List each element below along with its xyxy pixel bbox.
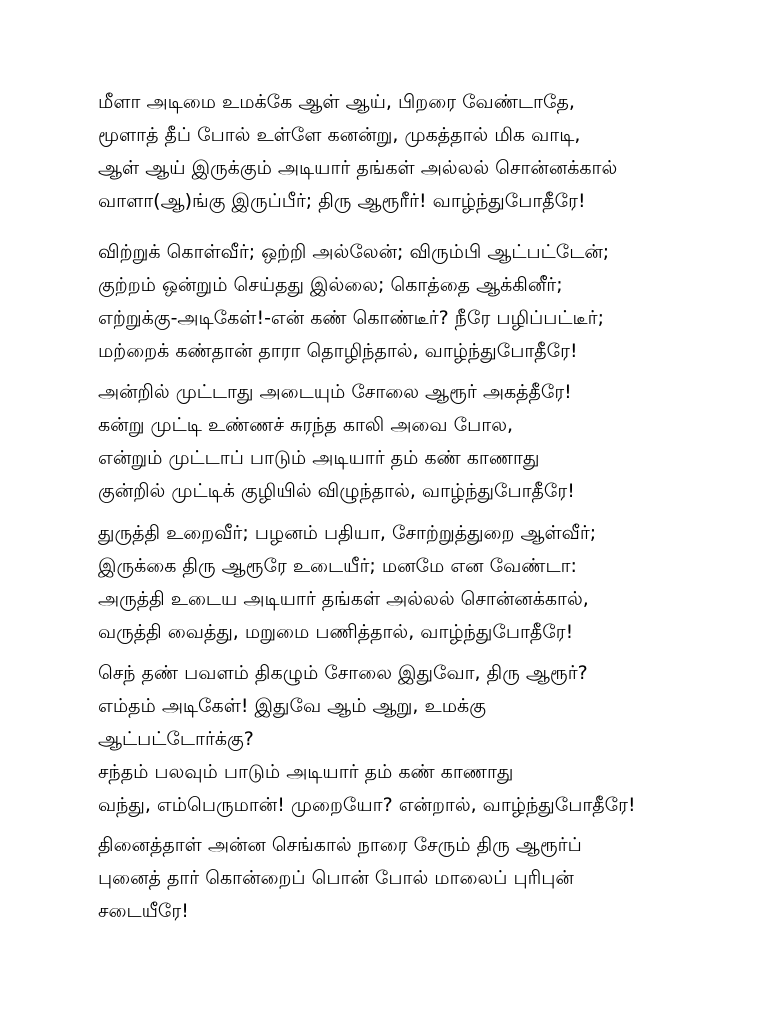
verse-line: சந்தம் பலவும் பாடும் அடியார் தம் கண் காணாது (98, 761, 514, 783)
verse-line: சடையீரே! (98, 900, 189, 922)
verse-line: குன்றில் முட்டிக் குழியில் விழுந்தால், வாழ்ந்துபோதீரே! (98, 480, 575, 502)
stanza-3 (98, 376, 738, 508)
verse-line: விற்றுக் கொள்வீர்; ஒற்றி அல்லேன்; விரும்பி ஆட்பட்டேன்; (98, 241, 610, 263)
verse-line: புனைத் தார் கொன்றைப் பொன் போல் மாலைப் புரிபுன் (98, 867, 574, 889)
verse-line: கன்று முட்டி உண்ணச் சுரந்த காலி அவை போல, (98, 414, 514, 436)
verse-line: ஆள் ஆய் இருக்கும் அடியார் தங்கள் அல்லல் சொன்னக்கால் (98, 157, 618, 179)
verse-line: வருத்தி வைத்து, மறுமை பணித்தால், வாழ்ந்துபோதீரே! (98, 621, 574, 643)
verse-line: அருத்தி உடைய அடியார் தங்கள் அல்லல் சொன்னக்கால், (98, 588, 589, 610)
verse-line: என்றும் முட்டாப் பாடும் அடியார் தம் கண் காணாது (98, 447, 540, 469)
verse-line: வாளா(ஆ)ங்கு இருப்பீர்; திரு ஆரூரீர்! வாழ்ந்துபோதீரே! (98, 190, 586, 212)
verse-line: எற்றுக்கு-அடிகேள்!-என் கண் கொண்டீர்? நீரே பழிப்பட்டீர்; (98, 307, 605, 329)
verse-line: ஆட்பட்டோர்க்கு? (98, 728, 254, 750)
stanza-5 (98, 657, 738, 822)
verse-line: மீளா அடிமை உமக்கே ஆள் ஆய், பிறரை வேண்டாதே, (98, 91, 575, 113)
stanza-2 (98, 236, 738, 368)
verse-line: மூளாத் தீப் போல் உள்ளே கனன்று, முகத்தால் மிக வாடி, (98, 124, 581, 146)
stanza-6 (98, 829, 738, 928)
stanza-1 (98, 86, 738, 218)
verse-line: குற்றம் ஒன்றும் செய்தது இல்லை; கொத்தை ஆக்கினீர்; (98, 274, 563, 296)
verse-line: அன்றில் முட்டாது அடையும் சோலை ஆரூர் அகத்தீரே! (98, 381, 572, 403)
verse-line: செந் தண் பவளம் திகழும் சோலை இதுவோ, திரு ஆரூர்? (98, 662, 588, 684)
verse-line: எம்தம் அடிகேள்! இதுவே ஆம் ஆறு, உமக்கு (98, 695, 486, 717)
verse-line: இருக்கை திரு ஆரூரே உடையீர்; மனமே என வேண்டா: (98, 555, 577, 577)
verse-line: மற்றைக் கண்தான் தாரா தொழிந்தால், வாழ்ந்துபோதீரே! (98, 340, 578, 362)
stanza-4 (98, 517, 738, 649)
verse-line: தினைத்தாள் அன்ன செங்கால் நாரை சேரும் திரு ஆரூர்ப் (98, 834, 582, 856)
verse-line: துருத்தி உறைவீர்; பழனம் பதியா, சோற்றுத்துறை ஆள்வீர்; (98, 522, 597, 544)
verse-line: வந்து, எம்பெருமான்! முறையோ? என்றால், வாழ்ந்துபோதீரே! (98, 794, 636, 816)
